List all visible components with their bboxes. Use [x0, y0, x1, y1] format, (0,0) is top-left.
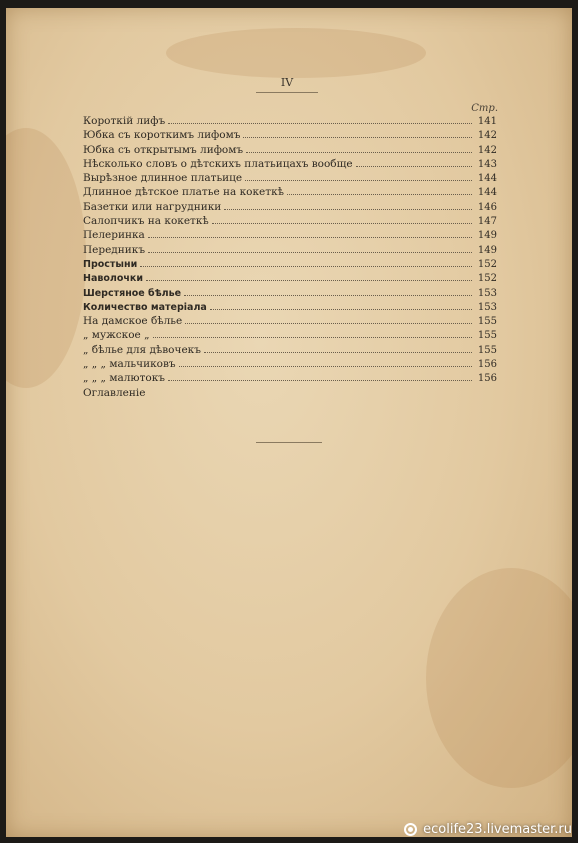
toc-entry-title: „ „ „ малютокъ: [83, 372, 165, 385]
toc-entry: [83, 215, 497, 229]
toc-entry-title: „ мужское „: [83, 329, 150, 342]
toc-entry-title: Длинное дѣтское платье на кокеткѣ: [83, 186, 284, 199]
toc-entry: [83, 144, 497, 158]
toc-entry: [83, 244, 497, 258]
book-page: [6, 8, 572, 837]
toc-leader-dots: [287, 186, 472, 195]
toc-entry-title: Пелеринка: [83, 229, 145, 242]
toc-entry-page: 142: [477, 144, 497, 156]
toc-entry: [83, 372, 497, 386]
toc-leader-dots: [246, 144, 472, 153]
toc-entry-page: 144: [477, 173, 497, 185]
toc-entry: [83, 387, 497, 401]
toc-entry: [83, 158, 497, 172]
toc-leader-dots: [179, 358, 472, 367]
toc-entry-page: 153: [477, 301, 497, 313]
toc-entry: [83, 301, 497, 315]
toc-entry: [83, 115, 497, 129]
toc-entry-title: Количество матеріала: [83, 301, 207, 313]
toc-entry-title: Базетки или нагрудники: [83, 200, 222, 213]
page-number: IV: [256, 76, 318, 93]
toc-leader-dots: [185, 315, 472, 324]
toc-leader-dots: [168, 372, 472, 381]
toc-leader-dots: [243, 129, 472, 138]
paper-stain: [166, 28, 426, 78]
toc-entry-page: 155: [477, 316, 497, 328]
toc-entry: [83, 344, 497, 358]
toc-entry-title: Нѣсколько словъ о дѣтскихъ платьицахъ вообще: [83, 157, 353, 170]
toc-leader-dots: [212, 215, 472, 224]
toc-leader-dots: [210, 301, 472, 310]
toc-entry: [83, 287, 497, 301]
toc-leader-dots: [204, 344, 472, 353]
toc-leader-dots: [148, 244, 472, 253]
toc-entry-title: Оглавленіе: [83, 386, 146, 399]
toc-entry-title: Шерстяное бѣлье: [83, 287, 182, 299]
toc-entry-page: 152: [477, 258, 497, 270]
toc-entry-title: Простыни: [83, 258, 138, 270]
toc-entry-page: 152: [477, 273, 497, 285]
toc-entry-page: 144: [477, 187, 497, 199]
toc-entry-page: 156: [477, 359, 497, 371]
toc-entry-page: 156: [477, 373, 497, 385]
toc-entry: [83, 229, 497, 243]
toc-entry-page: 143: [477, 158, 497, 170]
watermark: [404, 822, 572, 837]
paper-stain: [426, 568, 572, 788]
toc-entry-page: 147: [477, 216, 497, 228]
toc-leader-dots: [153, 329, 472, 338]
toc-entry: [83, 358, 497, 372]
toc-leader-dots: [148, 229, 472, 238]
toc-entry-page: 141: [477, 116, 497, 127]
toc-entry-page: 149: [477, 244, 497, 256]
toc-entry: [83, 258, 497, 272]
toc-entry-page: 155: [477, 330, 497, 342]
toc-entry-title: На дамское бѣлье: [83, 315, 183, 328]
page-column-label: Стр.: [471, 103, 498, 114]
toc-leader-dots: [224, 201, 472, 210]
toc-entry-title: Юбка съ открытымъ лифомъ: [83, 143, 244, 156]
toc-entry-title: „ бѣлье для дѣвочекъ: [83, 343, 201, 356]
toc-entry-title: Вырѣзное длинное платьице: [83, 172, 243, 185]
toc-entry-title: Короткій лифъ: [83, 115, 166, 127]
toc-leader-dots: [245, 172, 472, 181]
toc-leader-dots: [168, 115, 472, 124]
toc-entry-page: 142: [477, 130, 497, 142]
toc-entry-title: Наволочки: [83, 273, 144, 285]
toc-entry: [83, 186, 497, 200]
paper-stain: [6, 128, 86, 388]
toc-leader-dots: [146, 272, 472, 281]
toc-entry-page: 149: [477, 230, 497, 242]
toc-entry: [83, 272, 497, 286]
toc-entry-title: Салопчикъ на кокеткѣ: [83, 215, 209, 228]
toc-leader-dots: [140, 258, 472, 267]
toc-entry: [83, 172, 497, 186]
toc-entry-title: Передникъ: [83, 243, 146, 256]
toc-entry-title: Юбка съ короткимъ лифомъ: [83, 129, 241, 142]
toc-entry: [83, 315, 497, 329]
watermark-text: ecolife23.livemaster.ru: [423, 822, 572, 837]
toc-entry: [83, 201, 497, 215]
toc-entry: [83, 329, 497, 343]
toc-entry: [83, 129, 497, 143]
toc-entry-title: „ „ „ мальчиковъ: [83, 358, 176, 371]
flower-icon: [404, 823, 417, 836]
toc-entry-page: 146: [477, 201, 497, 213]
toc-leader-dots: [356, 158, 472, 167]
toc-entry-page: 155: [477, 344, 497, 356]
table-of-contents: [83, 115, 497, 401]
toc-entry-page: 153: [477, 287, 497, 299]
section-divider: [256, 442, 322, 443]
toc-leader-dots: [184, 287, 472, 296]
